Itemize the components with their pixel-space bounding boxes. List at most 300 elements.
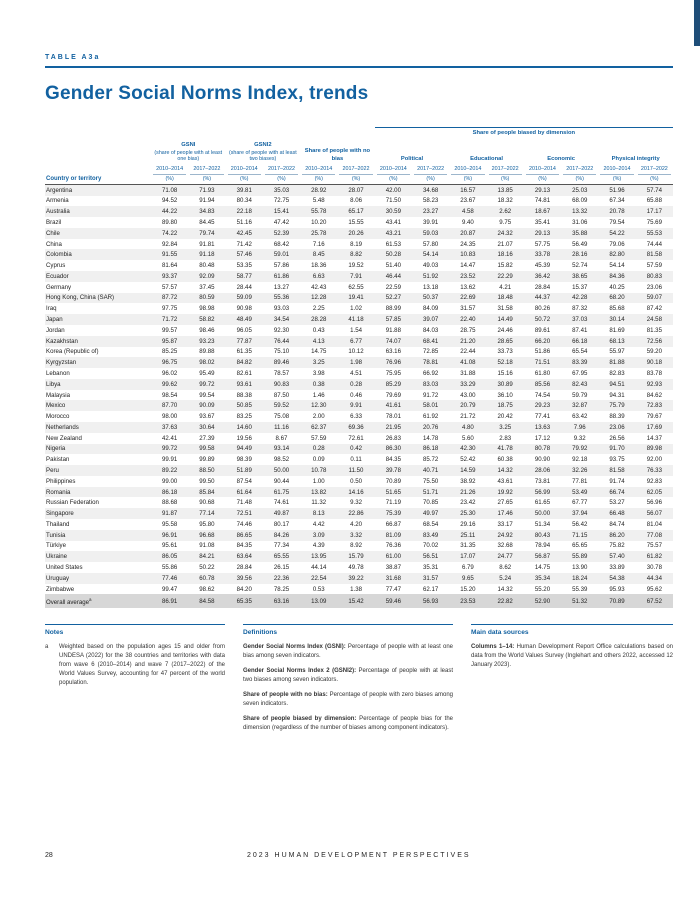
table-row [45, 519, 673, 530]
value-cell: 17.07 [460, 553, 476, 561]
value-cell: 51.71 [422, 488, 439, 496]
value-cell: 18.16 [497, 251, 513, 259]
value-cell: 87.41 [572, 326, 588, 334]
value-cell: 49.97 [422, 510, 439, 518]
value-cell: 98.54 [162, 391, 178, 399]
value-cell: 82.61 [236, 369, 252, 377]
value-cell: 8.67 [275, 434, 288, 442]
value-cell: 95.80 [199, 520, 215, 528]
value-cell: 99.00 [162, 477, 178, 485]
value-cell: 60.78 [199, 574, 215, 582]
value-cell: 50.37 [422, 294, 439, 302]
country-cell: Ecuador [46, 272, 69, 280]
value-cell: 70.85 [422, 499, 439, 507]
value-cell: 72.83 [646, 402, 662, 410]
country-cell: Colombia [46, 251, 72, 259]
value-cell: 28.65 [497, 337, 513, 345]
value-cell: 92.18 [572, 456, 588, 464]
table-row [45, 400, 673, 411]
country-cell: Peru [46, 466, 59, 474]
value-cell: 24.92 [497, 531, 513, 539]
value-cell: 14.75 [534, 564, 551, 572]
year-header: 2010–2014 [598, 166, 635, 175]
value-cell: 57.80 [422, 240, 439, 248]
value-cell: 85.68 [609, 305, 625, 313]
value-cell: 23.27 [422, 208, 439, 216]
value-cell: 62.37 [311, 423, 327, 431]
year-header: 2017–2022 [188, 166, 225, 175]
value-cell: 3.09 [312, 531, 325, 539]
value-cell: 82.83 [609, 369, 625, 377]
value-cell: 58.82 [199, 316, 215, 324]
value-cell: 67.52 [646, 597, 662, 605]
value-cell: 0.50 [350, 477, 362, 485]
value-cell: 51.89 [236, 466, 252, 474]
value-cell: 4.21 [499, 283, 512, 291]
header-spacer [45, 141, 151, 166]
value-cell: 77.46 [162, 574, 178, 582]
value-cell: 91.81 [199, 240, 215, 248]
value-cell: 33.78 [534, 251, 551, 259]
value-cell: 83.25 [236, 413, 252, 421]
value-cell: 14.32 [497, 585, 513, 593]
value-cell: 59.20 [646, 348, 662, 356]
table-row [45, 584, 673, 595]
value-cell: 99.58 [199, 445, 215, 453]
value-cell: 22.44 [460, 348, 476, 356]
value-cell: 75.39 [385, 510, 401, 518]
value-cell: 44.22 [162, 208, 178, 216]
year-header: 2010–2014 [151, 166, 188, 175]
unit-header: (%) [263, 175, 300, 185]
country-cell: Pakistan [46, 456, 70, 464]
value-cell: 25.78 [311, 229, 327, 237]
footer-title: 2023 HUMAN DEVELOPMENT PERSPECTIVES [247, 852, 471, 859]
value-cell: 29.13 [534, 229, 551, 237]
value-cell: 82.80 [609, 251, 625, 259]
value-cell: 11.50 [348, 466, 364, 474]
value-cell: 80.26 [534, 305, 551, 313]
value-cell: 23.52 [460, 272, 476, 280]
value-cell: 53.49 [572, 488, 588, 496]
unit-header: (%) [412, 175, 449, 185]
value-cell: 42.43 [311, 283, 327, 291]
definition-item: Share of people biased by dimension: Percentage of people bias for the dimension (regardless of the number of biases among component indicators). [243, 716, 453, 732]
value-cell: 74.44 [646, 240, 662, 248]
value-cell: 61.92 [422, 413, 439, 421]
value-cell: 49.03 [422, 262, 439, 270]
value-cell: 80.43 [534, 531, 551, 539]
value-cell: 19.41 [348, 294, 364, 302]
header-spacer [45, 166, 151, 175]
value-cell: 81.04 [646, 520, 662, 528]
value-cell: 40.25 [609, 283, 625, 291]
value-cell: 37.94 [572, 510, 588, 518]
value-cell: 54.22 [609, 229, 625, 237]
value-cell: 88.39 [609, 413, 625, 421]
country-cell: United States [46, 564, 83, 572]
value-cell: 24.58 [646, 316, 662, 324]
value-cell: 9.32 [350, 499, 362, 507]
value-cell: 72.56 [646, 337, 662, 345]
table-row [45, 347, 673, 358]
value-cell: 71.51 [534, 359, 551, 367]
value-cell: 86.18 [422, 445, 439, 453]
value-cell: 3.25 [312, 359, 325, 367]
value-cell: 59.46 [385, 597, 401, 605]
value-cell: 23.42 [460, 499, 476, 507]
value-cell: 78.57 [273, 369, 290, 377]
value-cell: 25.11 [460, 531, 476, 539]
value-cell: 86.65 [236, 531, 252, 539]
value-cell: 84.26 [273, 531, 290, 539]
value-cell: 0.28 [312, 445, 325, 453]
unit-header: (%) [524, 175, 561, 185]
country-cell: Zimbabwe [46, 585, 75, 593]
value-cell: 57.85 [385, 316, 401, 324]
value-cell: 9.32 [573, 434, 586, 442]
value-cell: 86.05 [162, 553, 178, 561]
unit-header: (%) [151, 175, 188, 185]
value-cell: 61.35 [236, 348, 252, 356]
value-cell: 32.68 [497, 542, 513, 550]
value-cell: 50.00 [273, 466, 290, 474]
value-cell: 13.27 [273, 283, 290, 291]
value-cell: 84.58 [199, 597, 215, 605]
value-cell: 28.84 [236, 564, 252, 572]
value-cell: 70.89 [609, 597, 625, 605]
country-cell: Singapore [46, 510, 74, 518]
value-cell: 71.15 [572, 531, 588, 539]
table-row [45, 260, 673, 271]
value-cell: 28.84 [534, 283, 551, 291]
value-cell: 62.55 [348, 283, 364, 291]
value-cell: 61.53 [385, 240, 401, 248]
value-cell: 62.17 [422, 585, 439, 593]
value-cell: 91.94 [199, 197, 215, 205]
value-cell: 43.61 [497, 477, 513, 485]
value-cell: 43.21 [385, 229, 401, 237]
value-cell: 88.99 [385, 305, 401, 313]
value-cell: 92.00 [646, 456, 662, 464]
value-cell: 83.03 [422, 380, 439, 388]
value-cell: 99.72 [162, 445, 178, 453]
country-cell: Jordan [46, 326, 65, 334]
value-cell: 93.23 [199, 337, 215, 345]
value-cell: 61.64 [236, 488, 252, 496]
value-cell: 89.22 [162, 466, 178, 474]
table-row [45, 465, 673, 476]
definition-item: Share of people with no bias: Percentage of people with zero biases among seven indicators. [243, 692, 453, 708]
country-cell: Morocco [46, 413, 70, 421]
value-cell: 20.79 [460, 402, 476, 410]
value-cell: 90.83 [273, 380, 290, 388]
value-cell: 80.34 [236, 197, 252, 205]
value-cell: 87.72 [162, 294, 178, 302]
value-cell: 9.40 [461, 219, 474, 227]
value-cell: 14.32 [497, 466, 513, 474]
note-text: Weighted based on the population ages 15 and older from UNDESA (2022) for the 38 countries and territories with data from wave 6 (2010–2014) and wave 7 (2017–2022) of the World Values Survey, accounting for 47 percent of the world population. [59, 644, 225, 687]
table-row [45, 444, 673, 455]
notes-list [45, 643, 225, 688]
value-cell: 39.07 [422, 316, 439, 324]
value-cell: 25.30 [460, 510, 476, 518]
value-cell: 26.83 [385, 434, 401, 442]
table-row [45, 497, 673, 508]
value-cell: 77.81 [572, 477, 588, 485]
definition-term: Gender Social Norms Index 2 (GSNI2): [243, 668, 357, 675]
year-header: 2010–2014 [524, 166, 561, 175]
value-cell: 41.78 [497, 445, 513, 453]
value-cell: 98.00 [162, 413, 178, 421]
value-cell: 34.68 [422, 186, 439, 194]
value-cell: 30.64 [199, 423, 215, 431]
value-cell: 96.91 [162, 531, 178, 539]
value-cell: 96.05 [236, 326, 252, 334]
value-cell: 22.54 [311, 574, 327, 582]
value-cell: 34.54 [273, 316, 290, 324]
column-group-row [45, 141, 673, 166]
value-cell: 84.35 [236, 542, 252, 550]
table-row [45, 239, 673, 250]
value-cell: 91.08 [199, 542, 215, 550]
value-cell: 28.44 [236, 283, 252, 291]
value-cell: 1.00 [312, 477, 325, 485]
value-cell: 22.29 [497, 272, 513, 280]
value-cell: 51.34 [534, 520, 551, 528]
country-cell: Thailand [46, 520, 70, 528]
value-cell: 68.54 [422, 520, 439, 528]
gsni-table-head [45, 128, 673, 185]
value-cell: 95.58 [162, 520, 178, 528]
value-cell: 24.46 [497, 326, 513, 334]
value-cell: 42.00 [385, 186, 401, 194]
value-cell: 90.68 [199, 499, 215, 507]
value-cell: 80.17 [273, 520, 290, 528]
value-cell: 76.96 [385, 359, 401, 367]
unit-header: (%) [487, 175, 524, 185]
value-cell: 80.83 [646, 272, 662, 280]
value-cell: 22.40 [460, 316, 476, 324]
value-cell: 20.76 [422, 423, 439, 431]
value-cell: 18.75 [497, 402, 513, 410]
value-cell: 71.08 [162, 186, 178, 194]
value-cell: 4.58 [461, 208, 474, 216]
value-cell: 51.40 [385, 262, 401, 270]
value-cell: 83.49 [422, 531, 439, 539]
value-cell: 57.75 [534, 240, 551, 248]
value-cell: 99.89 [199, 456, 215, 464]
value-cell: 14.49 [497, 316, 513, 324]
value-cell: 93.14 [273, 445, 290, 453]
value-cell: 90.44 [273, 477, 290, 485]
table-label: TABLE A3a [45, 54, 101, 61]
value-cell: 89.61 [534, 326, 551, 334]
value-cell: 36.42 [534, 272, 551, 280]
value-cell: 4.42 [312, 520, 325, 528]
value-cell: 92.30 [273, 326, 290, 334]
value-cell: 72.51 [236, 510, 252, 518]
value-cell: 38.92 [460, 477, 476, 485]
value-cell: 56.49 [572, 240, 588, 248]
value-cell: 11.16 [274, 423, 289, 431]
country-cell: Nigeria [46, 445, 66, 453]
value-cell: 6.63 [312, 272, 325, 280]
notes-heading: Notes [45, 624, 225, 636]
value-cell: 98.98 [199, 305, 215, 313]
value-cell: 85.29 [385, 380, 401, 388]
value-cell: 42.30 [460, 445, 476, 453]
sources-column [471, 624, 673, 739]
value-cell: 18.48 [497, 294, 513, 302]
value-cell: 17.69 [646, 423, 662, 431]
value-cell: 44.37 [534, 294, 551, 302]
value-cell: 35.31 [422, 564, 439, 572]
value-cell: 52.74 [572, 262, 588, 270]
value-cell: 96.02 [162, 369, 178, 377]
value-cell: 89.88 [199, 348, 215, 356]
value-cell: 81.58 [609, 466, 625, 474]
value-cell: 55.20 [534, 585, 551, 593]
value-cell: 0.38 [312, 380, 325, 388]
value-cell: 22.36 [273, 574, 290, 582]
column-group-header-3: Political [400, 155, 424, 162]
value-cell: 3.32 [350, 531, 362, 539]
value-cell: 13.90 [572, 564, 588, 572]
value-cell: 57.86 [273, 262, 290, 270]
value-cell: 51.16 [236, 219, 252, 227]
value-cell: 10.78 [311, 466, 327, 474]
definition-term: Share of people biased by dimension: [243, 716, 357, 723]
year-header: 2017–2022 [263, 166, 300, 175]
value-cell: 84.35 [385, 456, 401, 464]
column-group-header-4: Educational [470, 155, 503, 162]
value-cell: 39.91 [422, 219, 439, 227]
country-cell: Ukraine [46, 553, 67, 561]
value-cell: 38.87 [385, 564, 401, 572]
value-cell: 76.36 [385, 542, 401, 550]
table-row [45, 271, 673, 282]
value-cell: 94.31 [609, 391, 625, 399]
footnote-marker: a [89, 596, 92, 602]
value-cell: 26.15 [273, 564, 290, 572]
value-cell: 84.62 [646, 391, 662, 399]
value-cell: 98.02 [199, 359, 215, 367]
value-cell: 56.51 [422, 553, 439, 561]
table-row [45, 476, 673, 487]
value-cell: 0.09 [312, 456, 325, 464]
value-cell: 77.47 [385, 585, 401, 593]
label-rule [45, 66, 673, 68]
definition-term: Share of people with no bias: [243, 692, 328, 699]
value-cell: 6.79 [461, 564, 474, 572]
table-row [45, 487, 673, 498]
value-cell: 71.48 [236, 499, 252, 507]
value-cell: 20.87 [460, 229, 476, 237]
value-cell: 97.75 [162, 305, 178, 313]
table-row [45, 228, 673, 239]
value-cell: 22.69 [460, 294, 476, 302]
column-group-header-5: Economic [547, 155, 575, 162]
value-cell: 81.64 [162, 262, 178, 270]
value-cell: 76.33 [646, 466, 662, 474]
value-cell: 55.36 [273, 294, 290, 302]
value-cell: 8.45 [312, 251, 325, 259]
value-cell: 14.60 [236, 423, 252, 431]
table-row [45, 433, 673, 444]
unit-header: (%) [337, 175, 374, 185]
value-cell: 79.67 [646, 413, 662, 421]
value-cell: 81.35 [646, 326, 662, 334]
value-cell: 2.62 [499, 208, 512, 216]
value-cell: 44.14 [311, 564, 327, 572]
value-cell: 33.73 [497, 348, 513, 356]
value-cell: 9.75 [499, 219, 512, 227]
value-cell: 67.77 [572, 499, 588, 507]
value-cell: 56.87 [534, 553, 551, 561]
unit-header: (%) [226, 175, 263, 185]
value-cell: 91.88 [385, 326, 401, 334]
value-cell: 56.99 [534, 488, 551, 496]
value-cell: 41.08 [460, 359, 476, 367]
value-cell: 30.89 [497, 380, 513, 388]
value-cell: 85.25 [162, 348, 178, 356]
value-cell: 31.57 [422, 574, 439, 582]
value-cell: 94.51 [609, 380, 625, 388]
value-cell: 77.34 [273, 542, 290, 550]
value-cell: 20.78 [609, 208, 625, 216]
value-cell: 51.86 [534, 348, 551, 356]
value-cell: 70.89 [385, 477, 401, 485]
value-cell: 86.91 [162, 597, 178, 605]
value-cell: 15.37 [572, 283, 588, 291]
value-cell: 65.65 [572, 542, 588, 550]
value-cell: 2.00 [312, 413, 325, 421]
value-cell: 92.84 [162, 240, 178, 248]
country-cell: Lebanon [46, 369, 70, 377]
value-cell: 72.61 [348, 434, 364, 442]
value-cell: 66.20 [534, 337, 551, 345]
row-header-label: Country or territory [45, 175, 151, 185]
value-cell: 17.17 [646, 208, 662, 216]
value-cell: 61.80 [534, 369, 551, 377]
value-cell: 35.34 [534, 574, 551, 582]
value-cell: 73.81 [534, 477, 551, 485]
definitions-column [243, 624, 453, 739]
value-cell: 61.82 [646, 553, 662, 561]
value-cell: 77.14 [199, 510, 215, 518]
value-cell: 95.49 [199, 369, 215, 377]
value-cell: 71.93 [199, 186, 215, 194]
value-cell: 99.47 [162, 585, 178, 593]
value-cell: 53.27 [609, 499, 625, 507]
value-cell: 59.79 [572, 391, 588, 399]
value-cell: 66.87 [385, 520, 401, 528]
value-cell: 17.46 [497, 510, 513, 518]
value-cell: 80.48 [199, 262, 215, 270]
value-cell: 81.09 [385, 531, 401, 539]
value-cell: 74.22 [162, 229, 178, 237]
value-cell: 42.45 [236, 229, 252, 237]
year-header: 2010–2014 [449, 166, 486, 175]
value-cell: 55.53 [646, 229, 662, 237]
value-cell: 19.52 [348, 262, 364, 270]
value-cell: 40.71 [422, 466, 439, 474]
value-cell: 65.55 [273, 553, 290, 561]
value-cell: 57.74 [646, 186, 662, 194]
value-cell: 53.35 [236, 262, 252, 270]
value-cell: 99.72 [199, 380, 215, 388]
